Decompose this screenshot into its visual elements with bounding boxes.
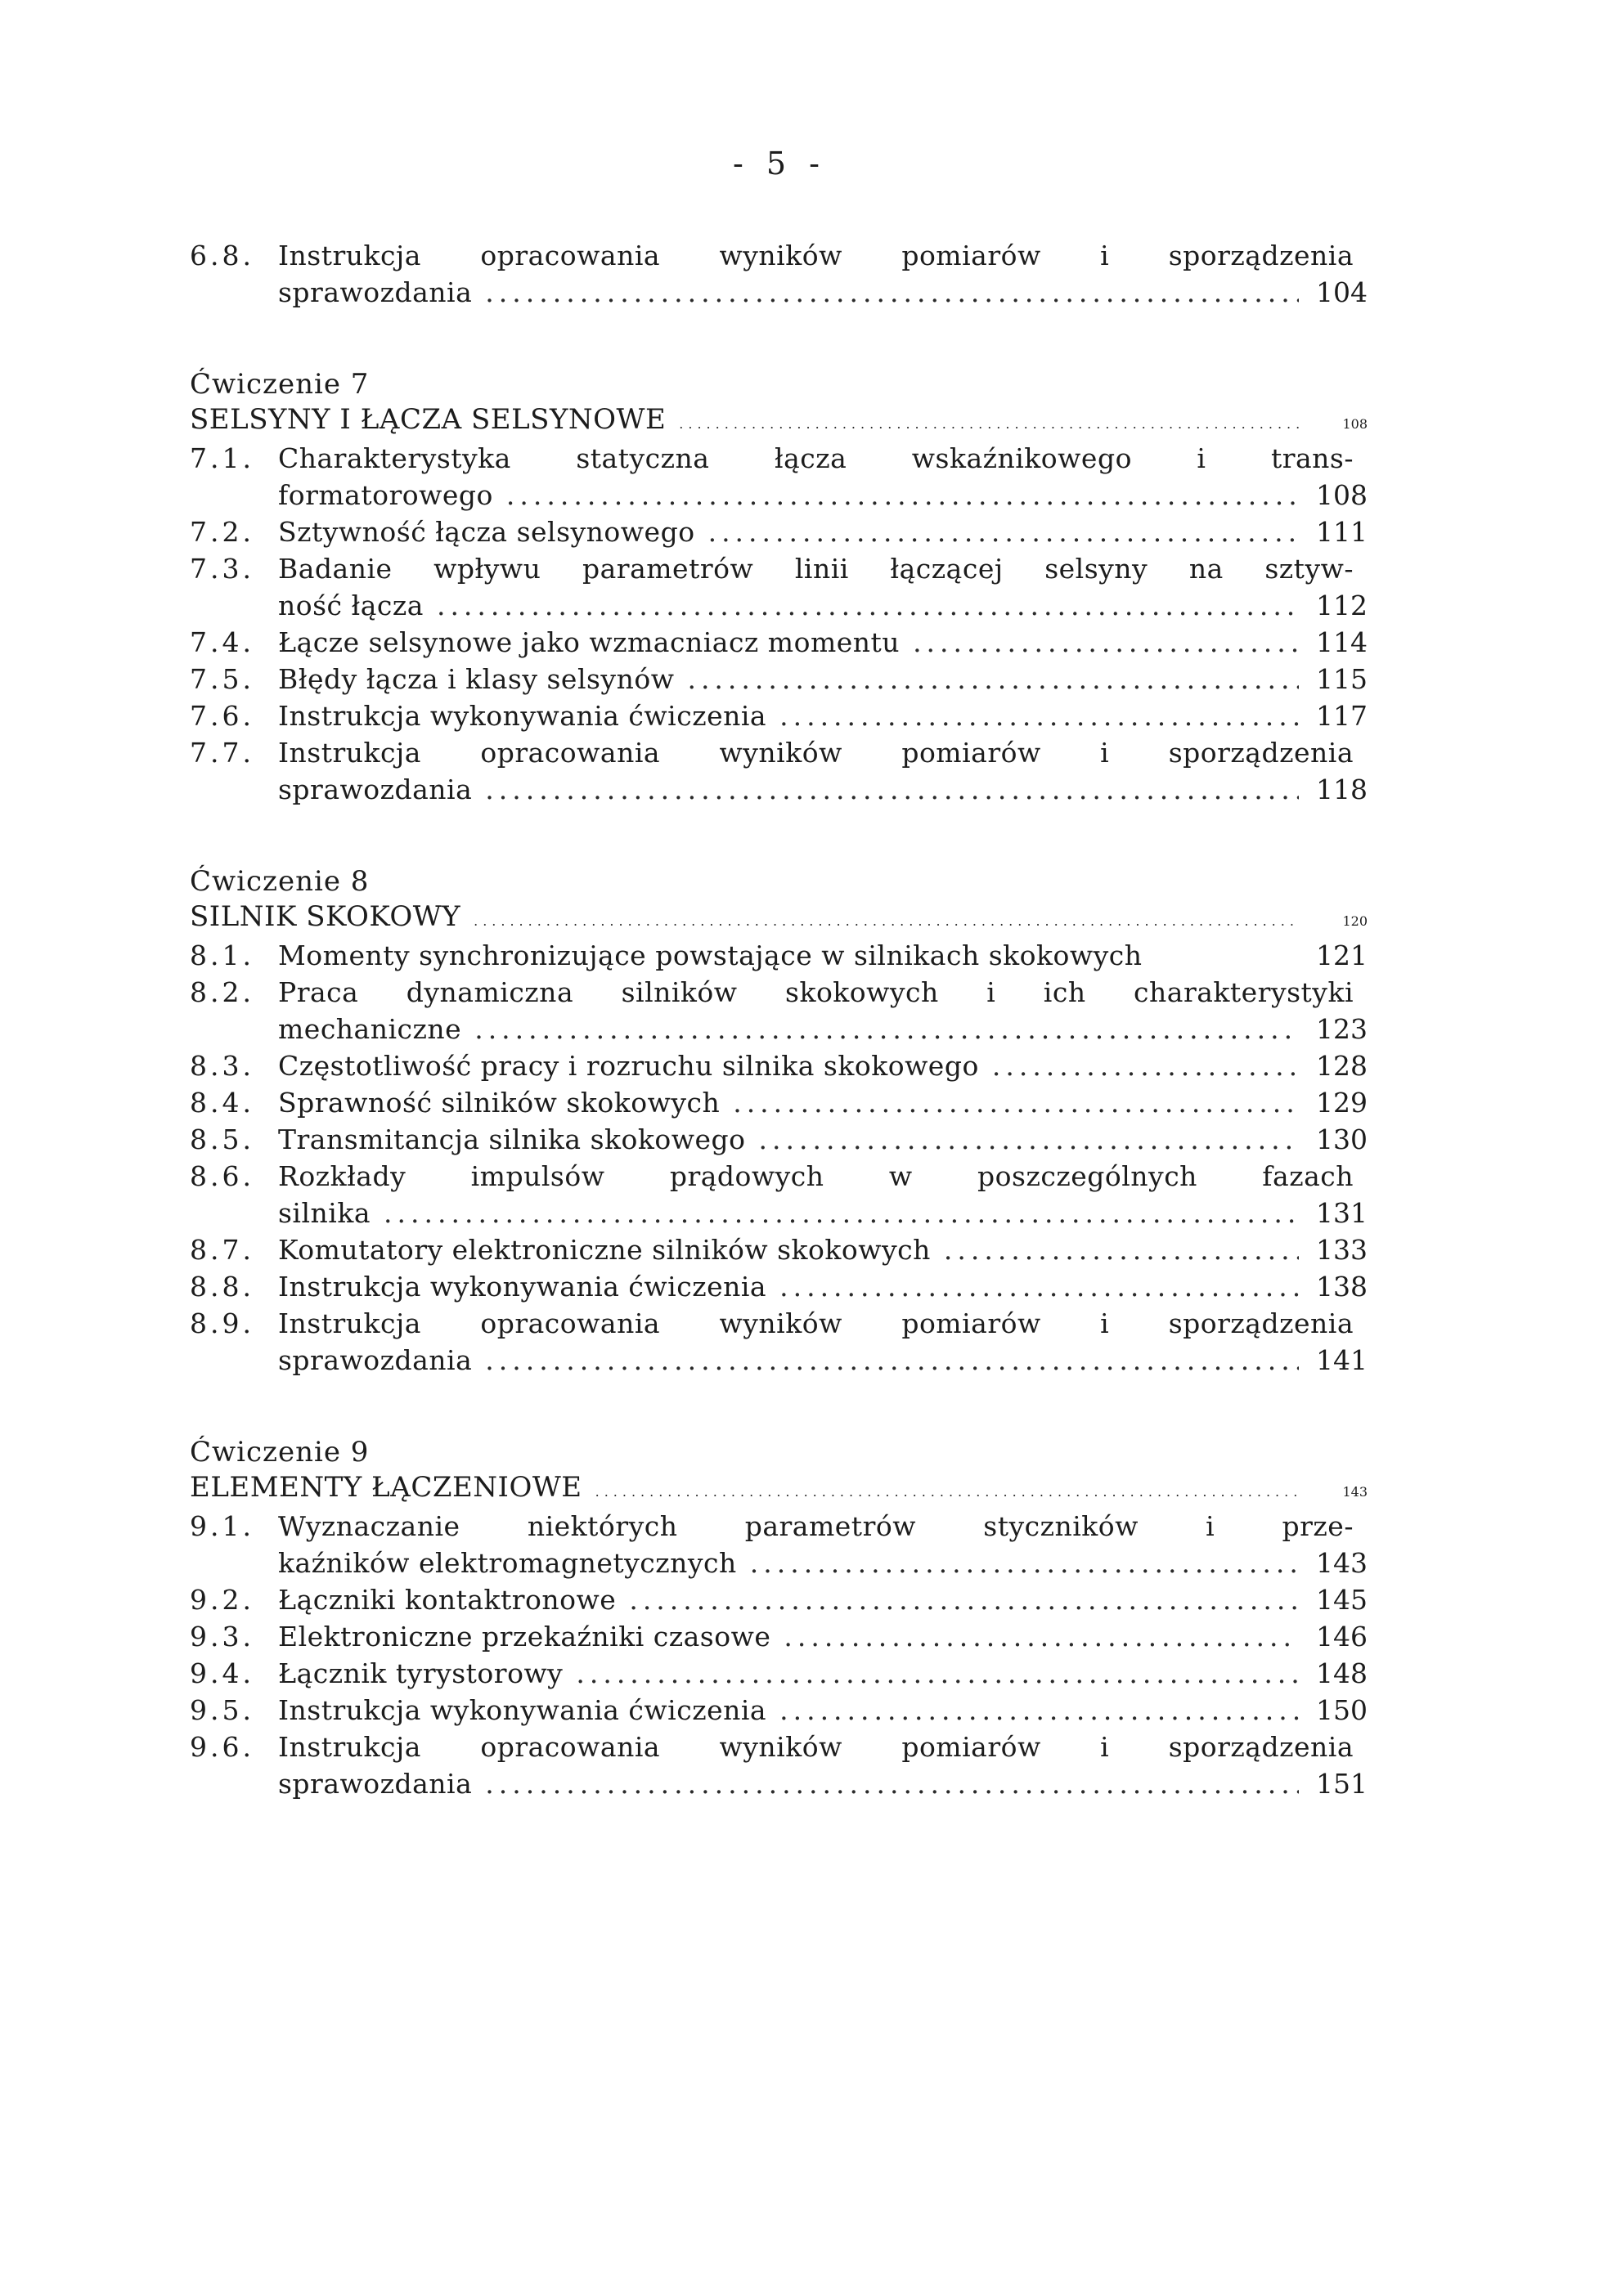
dot-leader	[485, 1765, 1299, 1802]
toc-entry	[190, 1268, 1368, 1305]
entry-title: Częstotliwość pracy i rozruchu silnika skokowego	[278, 1050, 979, 1082]
toc-entry	[190, 1618, 1368, 1655]
entry-page: 117	[1316, 700, 1368, 732]
entry-page: 145	[1316, 1584, 1368, 1616]
entry-title: Badanie wpływu parametrów linii łączącej selsyny na sztyw-	[278, 553, 1354, 585]
dot-leader	[759, 1121, 1299, 1158]
entry-page: 108	[1342, 416, 1368, 432]
entry-number: 9.6.	[190, 1731, 254, 1763]
page-number: - 5 -	[732, 146, 826, 182]
exercise-title: SILNIK SKOKOWY	[190, 900, 461, 933]
entry-page: 150	[1316, 1694, 1368, 1726]
dot-leader	[474, 1011, 1299, 1047]
entry-title: Łączniki kontaktronowe	[278, 1584, 617, 1616]
dot-leader	[679, 416, 1299, 432]
entry-page: 111	[1316, 516, 1368, 548]
dot-leader	[687, 661, 1299, 697]
entry-number: 9.1.	[190, 1510, 254, 1542]
toc-entry	[190, 1084, 1368, 1121]
toc-entry	[190, 513, 1368, 550]
entry-number: 9.5.	[190, 1694, 254, 1726]
entry-number: 8.7.	[190, 1234, 254, 1266]
toc-entry	[190, 1581, 1368, 1618]
toc-section-7	[190, 366, 1368, 808]
entry-page: 130	[1316, 1123, 1368, 1155]
entry-number: 7.1.	[190, 442, 254, 474]
dot-leader	[779, 1268, 1299, 1305]
toc-entry	[190, 550, 1368, 624]
toc-section-9	[190, 1434, 1368, 1802]
entry-title-cont: formatorowego	[278, 479, 493, 511]
entry-title: Instrukcja opracowania wyników pomiarów i sporządzenia	[278, 737, 1354, 769]
toc-entry	[190, 237, 1368, 311]
entry-number: 8.1.	[190, 939, 254, 971]
dot-leader	[733, 1084, 1299, 1121]
entry-title-cont: silnika	[278, 1197, 371, 1229]
entry-number: 9.2.	[190, 1584, 254, 1616]
entry-number: 8.8.	[190, 1271, 254, 1303]
entry-number: 9.3.	[190, 1621, 254, 1652]
dot-leader	[944, 1231, 1299, 1268]
dot-leader	[485, 274, 1299, 311]
entry-page: 129	[1316, 1087, 1368, 1119]
entry-page: 108	[1316, 479, 1368, 511]
entry-number: 7.7.	[190, 737, 254, 769]
exercise-title: SELSYNY I ŁĄCZA SELSYNOWE	[190, 403, 667, 436]
dot-leader	[779, 1692, 1299, 1729]
exercise-title-row	[190, 403, 1368, 440]
dot-leader	[750, 1545, 1299, 1581]
dot-leader	[595, 1484, 1299, 1500]
exercise-title: ELEMENTY ŁĄCZENIOWE	[190, 1471, 582, 1504]
entry-title-cont: sprawozdania	[278, 1768, 473, 1800]
entry-page: 114	[1316, 626, 1368, 658]
toc-entry	[190, 1231, 1368, 1268]
entry-page: 151	[1316, 1768, 1368, 1800]
toc-entry	[190, 1729, 1368, 1802]
entry-title: Sztywność łącza selsynowego	[278, 516, 695, 548]
entry-title: Elektroniczne przekaźniki czasowe	[278, 1621, 771, 1652]
entry-title: Błędy łącza i klasy selsynów	[278, 663, 675, 695]
entry-title: Charakterystyka statyczna łącza wskaźnikowego i trans-	[278, 442, 1354, 474]
dot-leader	[779, 697, 1299, 734]
entry-title-cont: sprawozdania	[278, 774, 473, 805]
entry-title: Instrukcja opracowania wyników pomiarów i sporządzenia	[278, 240, 1354, 271]
exercise-heading: Ćwiczenie 9	[190, 1436, 370, 1469]
toc-entry	[190, 697, 1368, 734]
entry-page: 104	[1316, 276, 1368, 308]
entry-page: 141	[1316, 1344, 1368, 1376]
toc-entry	[190, 974, 1368, 1047]
entry-page: 148	[1316, 1657, 1368, 1689]
entry-title-cont: mechaniczne	[278, 1013, 462, 1045]
entry-number: 7.6.	[190, 700, 254, 732]
toc-entry	[190, 661, 1368, 697]
entry-title: Praca dynamiczna silników skokowych i ich charakterystyki	[278, 976, 1354, 1008]
entry-page: 123	[1316, 1013, 1368, 1045]
dot-leader	[629, 1581, 1299, 1618]
exercise-title-row	[190, 900, 1368, 937]
entry-title: Łącze selsynowe jako wzmacniacz momentu	[278, 626, 901, 658]
toc-entry	[190, 1047, 1368, 1084]
exercise-title-row	[190, 1471, 1368, 1508]
entry-number: 9.4.	[190, 1657, 254, 1689]
toc-section-6	[190, 237, 1368, 311]
entry-title: Instrukcja opracowania wyników pomiarów i sporządzenia	[278, 1731, 1354, 1763]
exercise-heading: Ćwiczenie 8	[190, 865, 370, 898]
entry-number: 7.5.	[190, 663, 254, 695]
toc-entry	[190, 1305, 1368, 1379]
dot-leader	[384, 1195, 1299, 1231]
entry-number: 8.5.	[190, 1123, 254, 1155]
dot-leader	[506, 477, 1299, 513]
entry-number: 6.8.	[190, 240, 254, 271]
entry-page: 120	[1342, 913, 1368, 929]
toc-entry	[190, 1158, 1368, 1231]
entry-page: 131	[1316, 1197, 1368, 1229]
entry-title: Momenty synchronizujące powstające w silnikach skokowych	[278, 939, 1143, 971]
entry-title: Rozkłady impulsów prądowych w poszczególnych fazach	[278, 1160, 1354, 1192]
entry-title: Komutatory elektroniczne silników skokowych	[278, 1234, 931, 1266]
entry-page: 118	[1316, 774, 1368, 805]
dot-leader	[485, 771, 1299, 808]
entry-title: Sprawność silników skokowych	[278, 1087, 721, 1119]
entry-title: Transmitancja silnika skokowego	[278, 1123, 746, 1155]
dot-leader	[708, 513, 1299, 550]
entry-title: Wyznaczanie niektórych parametrów styczników i prze-	[278, 1510, 1354, 1542]
dot-leader	[576, 1655, 1299, 1692]
entry-number: 7.3.	[190, 553, 254, 585]
entry-number: 8.4.	[190, 1087, 254, 1119]
table-of-contents	[190, 237, 1368, 1802]
toc-entry	[190, 1692, 1368, 1729]
dot-leader	[437, 587, 1299, 624]
entry-number: 8.2.	[190, 976, 254, 1008]
entry-title-cont: sprawozdania	[278, 276, 473, 308]
toc-entry	[190, 1121, 1368, 1158]
toc-entry	[190, 1508, 1368, 1581]
entry-page: 138	[1316, 1271, 1368, 1303]
dot-leader	[784, 1618, 1299, 1655]
toc-entry	[190, 734, 1368, 808]
toc-entry	[190, 624, 1368, 661]
entry-title: Instrukcja wykonywania ćwiczenia	[278, 700, 767, 732]
entry-title-cont: ność łącza	[278, 590, 424, 621]
entry-title: Łącznik tyrystorowy	[278, 1657, 564, 1689]
entry-title: Instrukcja opracowania wyników pomiarów i sporządzenia	[278, 1307, 1354, 1339]
entry-number: 8.9.	[190, 1307, 254, 1339]
entry-number: 8.6.	[190, 1160, 254, 1192]
toc-entry	[190, 1655, 1368, 1692]
entry-page: 143	[1316, 1547, 1368, 1579]
dot-leader	[913, 624, 1299, 661]
entry-page: 143	[1342, 1484, 1368, 1500]
entry-title: Instrukcja wykonywania ćwiczenia	[278, 1271, 767, 1303]
dot-leader	[474, 913, 1299, 929]
toc-section-8	[190, 863, 1368, 1379]
entry-title-cont: sprawozdania	[278, 1344, 473, 1376]
toc-entry	[190, 937, 1368, 974]
dot-leader	[992, 1047, 1299, 1084]
entry-title-cont: kaźników elektromagnetycznych	[278, 1547, 737, 1579]
toc-entry	[190, 440, 1368, 513]
entry-page: 146	[1316, 1621, 1368, 1652]
entry-page: 128	[1316, 1050, 1368, 1082]
exercise-heading: Ćwiczenie 7	[190, 368, 370, 401]
entry-page: 115	[1316, 663, 1368, 695]
dot-leader	[485, 1342, 1299, 1379]
entry-title: Instrukcja wykonywania ćwiczenia	[278, 1694, 767, 1726]
entry-page: 112	[1316, 590, 1368, 621]
entry-page: 121	[1316, 939, 1368, 971]
entry-number: 7.2.	[190, 516, 254, 548]
entry-page: 133	[1316, 1234, 1368, 1266]
entry-number: 7.4.	[190, 626, 254, 658]
entry-number: 8.3.	[190, 1050, 254, 1082]
